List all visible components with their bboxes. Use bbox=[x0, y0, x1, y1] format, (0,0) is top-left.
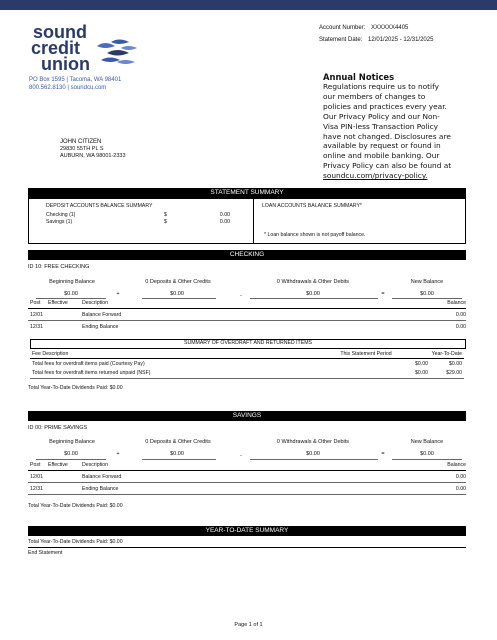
row-balance: 0.00 bbox=[455, 474, 466, 480]
savings-bar: SAVINGS bbox=[28, 411, 466, 421]
fee-row bbox=[32, 361, 464, 368]
notice-line: policies and practices every year. bbox=[323, 101, 447, 111]
fee-ytd: $0.00 bbox=[449, 361, 462, 367]
notice-line: Visa PIN-less Transaction Policy bbox=[323, 121, 439, 131]
fee-description: Total fees for overdraft items paid (Courtesy Pay) bbox=[32, 361, 145, 367]
account-number-label: Account Number: bbox=[319, 25, 366, 31]
row-post: 12/01 bbox=[30, 474, 43, 480]
underline bbox=[142, 459, 216, 460]
logo-word-credit: credit bbox=[31, 38, 81, 58]
fee-bottom-rule bbox=[30, 378, 464, 379]
fee-row bbox=[32, 370, 464, 377]
fee-period: $0.00 bbox=[415, 370, 428, 376]
checking-dividends: Total Year-To-Date Dividends Paid: $0.00 bbox=[28, 385, 123, 391]
checking-beginning-label: Beginning Balance bbox=[49, 279, 95, 285]
overdraft-title: SUMMARY OF OVERDRAFT AND RETURNED ITEMS bbox=[184, 340, 312, 346]
end-statement: End Statement bbox=[28, 550, 63, 556]
deposit-summary-title: DEPOSIT ACCOUNTS BALANCE SUMMARY bbox=[46, 203, 153, 209]
row-description: Ending Balance bbox=[82, 324, 119, 330]
statement-summary-bar: STATEMENT SUMMARY bbox=[28, 188, 466, 198]
minus-operator: - bbox=[240, 293, 242, 299]
equals-operator: = bbox=[381, 291, 385, 297]
col-description: Description bbox=[82, 300, 108, 306]
row-balance: 0.00 bbox=[455, 312, 466, 318]
row-rule bbox=[28, 320, 466, 321]
logo bbox=[31, 24, 141, 76]
recipient-address bbox=[60, 138, 126, 160]
checking-new-label: New Balance bbox=[410, 279, 444, 285]
underline bbox=[36, 298, 106, 299]
deposit-row-amount: 0.00 bbox=[219, 212, 230, 218]
notice-line: Regulations require us to notify bbox=[323, 82, 439, 91]
row-balance: 0.00 bbox=[455, 324, 466, 330]
account-number-value: XXXXXX4405 bbox=[371, 25, 409, 31]
notice-line: Our Privacy Policy and our Non- bbox=[323, 111, 440, 121]
table-row bbox=[30, 474, 466, 481]
savings-beginning-value: $0.00 bbox=[64, 451, 78, 457]
ytd-dividends: Total Year-To-Date Dividends Paid: $0.00 bbox=[28, 539, 123, 545]
statement-date-value: 12/01/2025 - 12/31/2025 bbox=[368, 37, 434, 43]
fee-header-rule bbox=[30, 358, 464, 359]
checking-bar: CHECKING bbox=[28, 250, 466, 260]
notice-line: have not changed. Disclosures are bbox=[323, 131, 451, 141]
row-description: Balance Forward bbox=[82, 474, 122, 480]
table-row bbox=[30, 312, 466, 319]
deposit-row-label: Checking (1) bbox=[46, 212, 76, 218]
equals-operator: = bbox=[381, 451, 385, 457]
col-balance: Balance bbox=[447, 300, 466, 306]
this-period-header: This Statement Period bbox=[340, 351, 392, 357]
savings-beginning-label: Beginning Balance bbox=[49, 439, 95, 445]
table-row bbox=[30, 324, 466, 331]
summary-divider bbox=[253, 198, 254, 243]
fish-school-icon bbox=[95, 38, 139, 68]
deposit-row-currency: $ bbox=[164, 212, 167, 218]
recipient-city: AUBURN, WA 98001-2333 bbox=[60, 153, 126, 159]
savings-new-label: New Balance bbox=[410, 439, 444, 445]
row-post: 12/31 bbox=[30, 486, 43, 492]
ytd-summary-bar: YEAR-TO-DATE SUMMARY bbox=[28, 526, 466, 536]
recipient-name: JOHN CITIZEN bbox=[60, 139, 102, 145]
savings-id: ID 00: PRIME SAVINGS bbox=[28, 425, 88, 431]
top-brand-bar bbox=[0, 0, 497, 10]
checking-id: ID 10: FREE CHECKING bbox=[28, 264, 90, 270]
page-number: Page 1 of 1 bbox=[234, 622, 263, 628]
row-description: Balance Forward bbox=[82, 312, 122, 318]
logo-word-sound: sound bbox=[33, 22, 87, 42]
recipient-street: 29830 55TH PL S bbox=[60, 146, 104, 152]
col-post: Post bbox=[30, 300, 41, 306]
credit-union-address: PO Box 1595 | Tacoma, WA 98401 bbox=[29, 77, 122, 83]
col-effective: Effective bbox=[48, 462, 68, 468]
table-header-rule bbox=[28, 308, 466, 309]
col-effective: Effective bbox=[48, 300, 68, 306]
row-post: 12/31 bbox=[30, 324, 43, 330]
savings-new-value: $0.00 bbox=[420, 451, 434, 457]
privacy-policy-link[interactable]: soundcu.com/privacy-policy. bbox=[323, 171, 428, 181]
checking-withdrawals-value: $0.00 bbox=[306, 291, 320, 297]
statement-date-row bbox=[319, 36, 433, 44]
ytd-header: Year-To-Date bbox=[431, 351, 462, 357]
underline bbox=[36, 459, 106, 460]
fee-ytd: $29.00 bbox=[446, 370, 462, 376]
notice-line: Privacy Policy can also be found at bbox=[323, 161, 452, 171]
underline bbox=[250, 459, 378, 460]
underline bbox=[250, 298, 378, 299]
notice-line: our members of changes to bbox=[323, 91, 426, 101]
plus-operator: + bbox=[116, 291, 120, 297]
deposit-row-label: Savings (1) bbox=[46, 219, 73, 225]
annual-notices bbox=[323, 72, 473, 181]
deposit-row bbox=[46, 219, 246, 226]
checking-deposits-value: $0.00 bbox=[170, 291, 184, 297]
checking-withdrawals-label: 0 Withdrawals & Other Debits bbox=[276, 279, 350, 285]
col-balance: Balance bbox=[447, 462, 466, 468]
statement-date-label: Statement Date: bbox=[319, 37, 363, 43]
savings-deposits-label: 0 Deposits & Other Credits bbox=[145, 439, 211, 445]
credit-union-contact: 800.562.8130 | soundcu.com bbox=[29, 85, 107, 91]
fee-description: Total fees for overdraft items returned unpaid (NSF) bbox=[32, 370, 151, 376]
plus-operator: + bbox=[116, 451, 120, 457]
account-number-row bbox=[319, 24, 408, 32]
underline bbox=[142, 298, 216, 299]
ytd-rule bbox=[28, 547, 466, 548]
row-balance: 0.00 bbox=[455, 486, 466, 492]
table-header-rule bbox=[28, 470, 466, 471]
table-row bbox=[30, 486, 466, 493]
savings-dividends: Total Year-To-Date Dividends Paid: $0.00 bbox=[28, 503, 123, 509]
logo-word-union: union bbox=[41, 54, 90, 74]
annual-notices-title: Annual Notices bbox=[323, 72, 395, 82]
checking-new-value: $0.00 bbox=[420, 291, 434, 297]
col-description: Description bbox=[82, 462, 108, 468]
loan-summary-title: LOAN ACCOUNTS BALANCE SUMMARY* bbox=[262, 203, 362, 209]
fee-description-header: Fee Description bbox=[32, 351, 69, 357]
deposit-row bbox=[46, 212, 246, 219]
notice-line: online and mobile banking. Our bbox=[323, 151, 440, 161]
savings-withdrawals-label: 0 Withdrawals & Other Debits bbox=[276, 439, 350, 445]
savings-withdrawals-value: $0.00 bbox=[306, 451, 320, 457]
row-post: 12/01 bbox=[30, 312, 43, 318]
checking-deposits-label: 0 Deposits & Other Credits bbox=[145, 279, 211, 285]
notice-line: available by request or found in bbox=[323, 141, 441, 151]
underline bbox=[392, 459, 462, 460]
row-rule bbox=[28, 482, 466, 483]
savings-deposits-value: $0.00 bbox=[170, 451, 184, 457]
row-description: Ending Balance bbox=[82, 486, 119, 492]
row-rule bbox=[28, 494, 466, 495]
underline bbox=[392, 298, 462, 299]
col-post: Post bbox=[30, 462, 41, 468]
minus-operator: - bbox=[240, 453, 242, 459]
fee-period: $0.00 bbox=[415, 361, 428, 367]
checking-beginning-value: $0.00 bbox=[64, 291, 78, 297]
deposit-row-currency: $ bbox=[164, 219, 167, 225]
loan-note: * Loan balance shown is not payoff balance. bbox=[264, 232, 366, 238]
deposit-row-amount: 0.00 bbox=[219, 219, 230, 225]
